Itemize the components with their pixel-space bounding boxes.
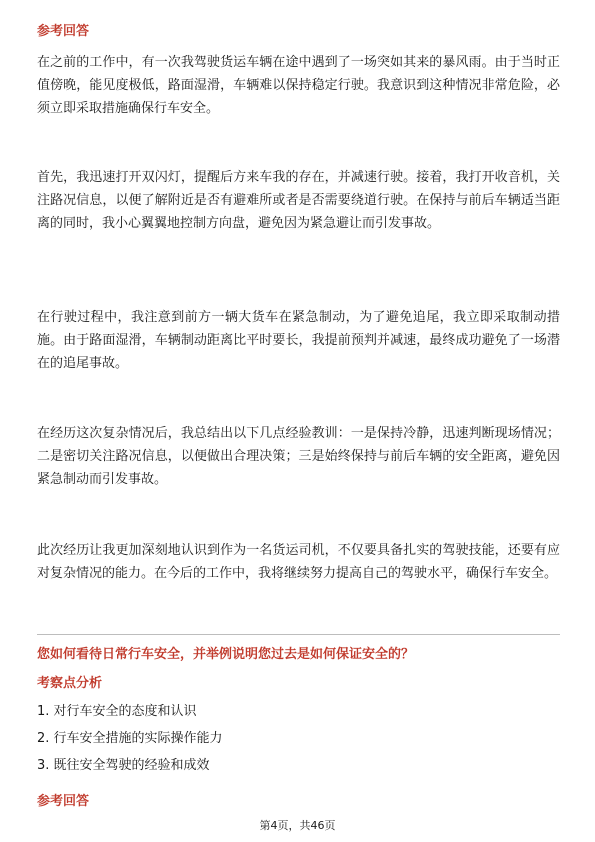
- page-number: 第4页，共46页: [259, 819, 336, 832]
- analysis-points-list: [37, 704, 223, 785]
- analysis-point: 3. 既往安全驾驶的经验和成效: [37, 758, 210, 773]
- answer-paragraph-5: 此次经历让我更加深刻地认识到作为一名货运司机，不仅要具备扎实的驾驶技能，还要有应对复杂情况的能力。在今后的工作中，我将继续努力提高自己的驾驶水平，确保行车安全。: [37, 543, 560, 581]
- answer-paragraph-4: 在经历这次复杂情况后，我总结出以下几点经验教训：一是保持冷静，迅速判断现场情况；二是密切关注路况信息，以便做出合理决策；三是始终保持与前后车辆的安全距离，避免因紧急制动而引发事故。: [37, 426, 560, 487]
- analysis-heading: 考察点分析: [37, 676, 103, 691]
- reference-answer-heading: 参考回答: [37, 24, 90, 39]
- section-divider: [37, 634, 560, 635]
- analysis-point: 2. 行车安全措施的实际操作能力: [37, 731, 223, 746]
- answer-paragraph-3: 在行驶过程中，我注意到前方一辆大货车在紧急制动，为了避免追尾，我立即采取制动措施。由于路面湿滑，车辆制动距离比平时要长，我提前预判并减速，最终成功避免了一场潜在的追尾事故。: [37, 310, 560, 371]
- reference-answer-heading-2: 参考回答: [37, 794, 90, 809]
- interview-question: 您如何看待日常行车安全，并举例说明您过去是如何保证安全的？: [37, 647, 415, 662]
- analysis-point: 1. 对行车安全的态度和认识: [37, 704, 197, 719]
- answer-paragraph-2: 首先，我迅速打开双闪灯，提醒后方来车我的存在，并减速行驶。接着，我打开收音机，关注路况信息，以便了解附近是否有避难所或者是否需要绕道行驶。在保持与前后车辆适当距离的同时，我小心翼翼地控制方向盘，避免因为紧急避让而引发事故。: [37, 170, 560, 231]
- answer-paragraph-1: 在之前的工作中，有一次我驾驶货运车辆在途中遇到了一场突如其来的暴风雨。由于当时正值傍晚，能见度极低，路面湿滑，车辆难以保持稳定行驶。我意识到这种情况非常危险，必须立即采取措施确保行车安全。: [37, 55, 560, 116]
